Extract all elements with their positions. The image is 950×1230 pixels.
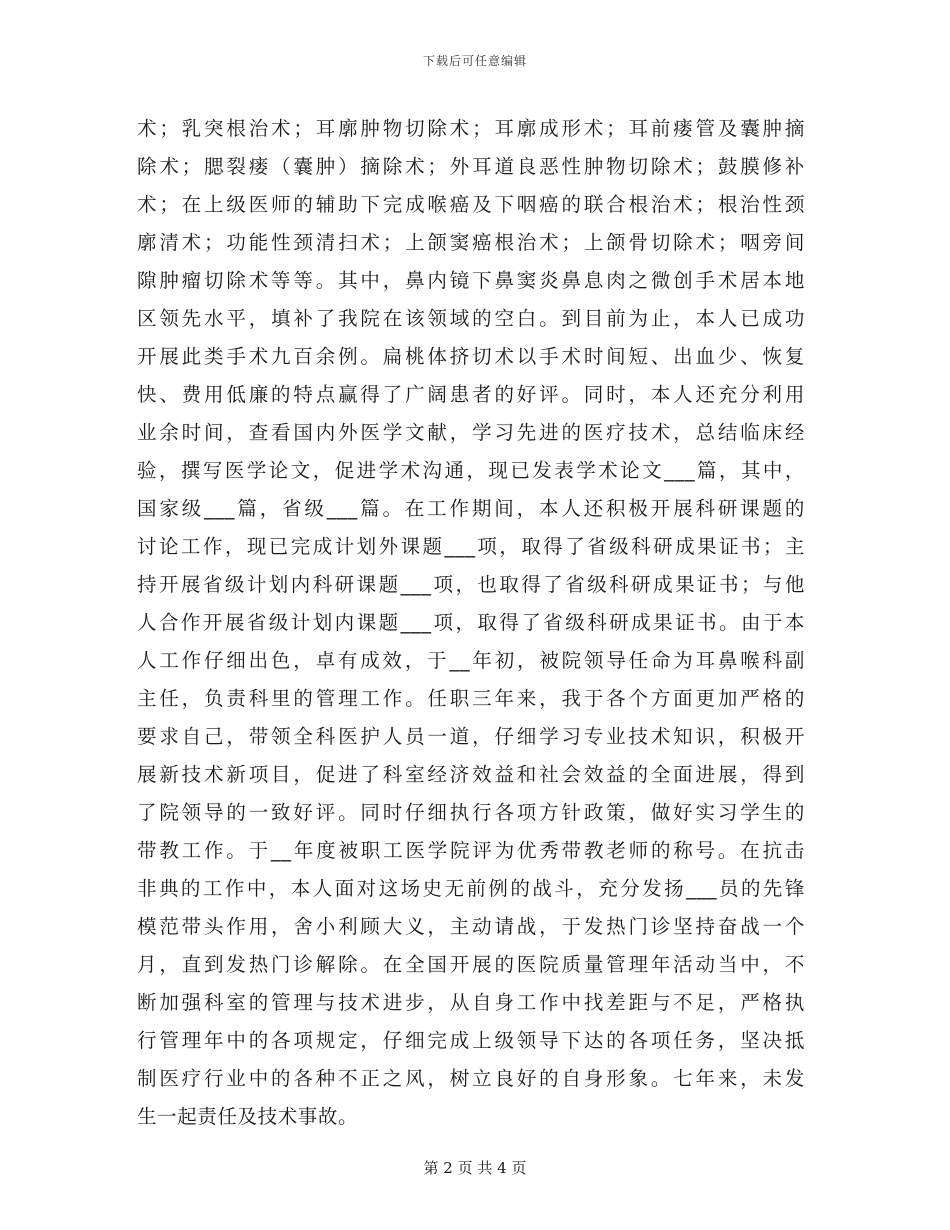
text-line: 人合作开展省级计划内课题___项，取得了省级科研成果证书。由于本 (137, 611, 805, 634)
text-line: 区领先水平，填补了我院在该领域的空白。到目前为止，本人已成功 (137, 307, 805, 330)
text-line: 带教工作。于__年度被职工医学院评为优秀带教老师的称号。在抗击 (137, 839, 805, 862)
text-line: 人工作仔细出色，卓有成效，于__年初，被院领导任命为耳鼻喉科副 (137, 649, 805, 672)
text-line: 术；乳突根治术；耳廓肿物切除术；耳廓成形术；耳前瘘管及囊肿摘 (137, 117, 805, 140)
text-line: 快、费用低廉的特点赢得了广阔患者的好评。同时，本人还充分利用 (137, 383, 805, 406)
text-line: 展新技术新项目，促进了科室经济效益和社会效益的全面进展，得到 (137, 763, 805, 786)
page-header: 下载后可任意编辑 (422, 54, 527, 68)
text-line: 开展此类手术九百余例。扁桃体挤切术以手术时间短、出血少、恢复 (137, 345, 805, 368)
text-line: 断加强科室的管理与技术进步，从自身工作中找差距与不足，严格执 (137, 991, 805, 1014)
text-line: 月，直到发热门诊解除。在全国开展的医院质量管理年活动当中，不 (137, 953, 805, 976)
text-line: 了院领导的一致好评。同时仔细执行各项方针政策，做好实习学生的 (137, 801, 805, 824)
text-line: 验，撰写医学论文，促进学术沟通，现已发表学术论文___篇，其中， (137, 459, 805, 482)
text-line: 持开展省级计划内科研课题___项，也取得了省级科研成果证书；与他 (137, 573, 805, 596)
text-line: 非典的工作中，本人面对这场史无前例的战斗，充分发扬___员的先锋 (137, 877, 805, 900)
body-paragraph (137, 110, 805, 1136)
text-line: 讨论工作，现已完成计划外课题___项，取得了省级科研成果证书；主 (137, 535, 805, 558)
text-line: 隙肿瘤切除术等等。其中，鼻内镜下鼻窦炎鼻息肉之微创手术居本地 (137, 269, 805, 292)
text-line: 廓清术；功能性颈清扫术；上颌窦癌根治术；上颌骨切除术；咽旁间 (137, 231, 805, 254)
text-line: 生一起责任及技术事故。 (137, 1105, 359, 1128)
text-line: 主任，负责科里的管理工作。任职三年来，我于各个方面更加严格的 (137, 687, 805, 710)
text-line: 术；在上级医师的辅助下完成喉癌及下咽癌的联合根治术；根治性颈 (137, 193, 805, 216)
text-line: 制医疗行业中的各种不正之风，树立良好的自身形象。七年来，未发 (137, 1067, 805, 1090)
text-line: 业余时间，查看国内外医学文献，学习先进的医疗技术，总结临床经 (137, 421, 805, 444)
text-line: 模范带头作用，舍小利顾大义，主动请战，于发热门诊坚持奋战一个 (137, 915, 805, 938)
text-line: 要求自己，带领全科医护人员一道，仔细学习专业技术知识，积极开 (137, 725, 805, 748)
page-number-footer: 第 2 页 共 4 页 (423, 1159, 527, 1177)
text-line: 除术；腮裂瘘（囊肿）摘除术；外耳道良恶性肿物切除术；鼓膜修补 (137, 155, 805, 178)
text-line: 国家级___篇，省级___篇。在工作期间，本人还积极开展科研课题的 (137, 497, 805, 520)
text-line: 行管理年中的各项规定，仔细完成上级领导下达的各项任务，坚决抵 (137, 1029, 805, 1052)
